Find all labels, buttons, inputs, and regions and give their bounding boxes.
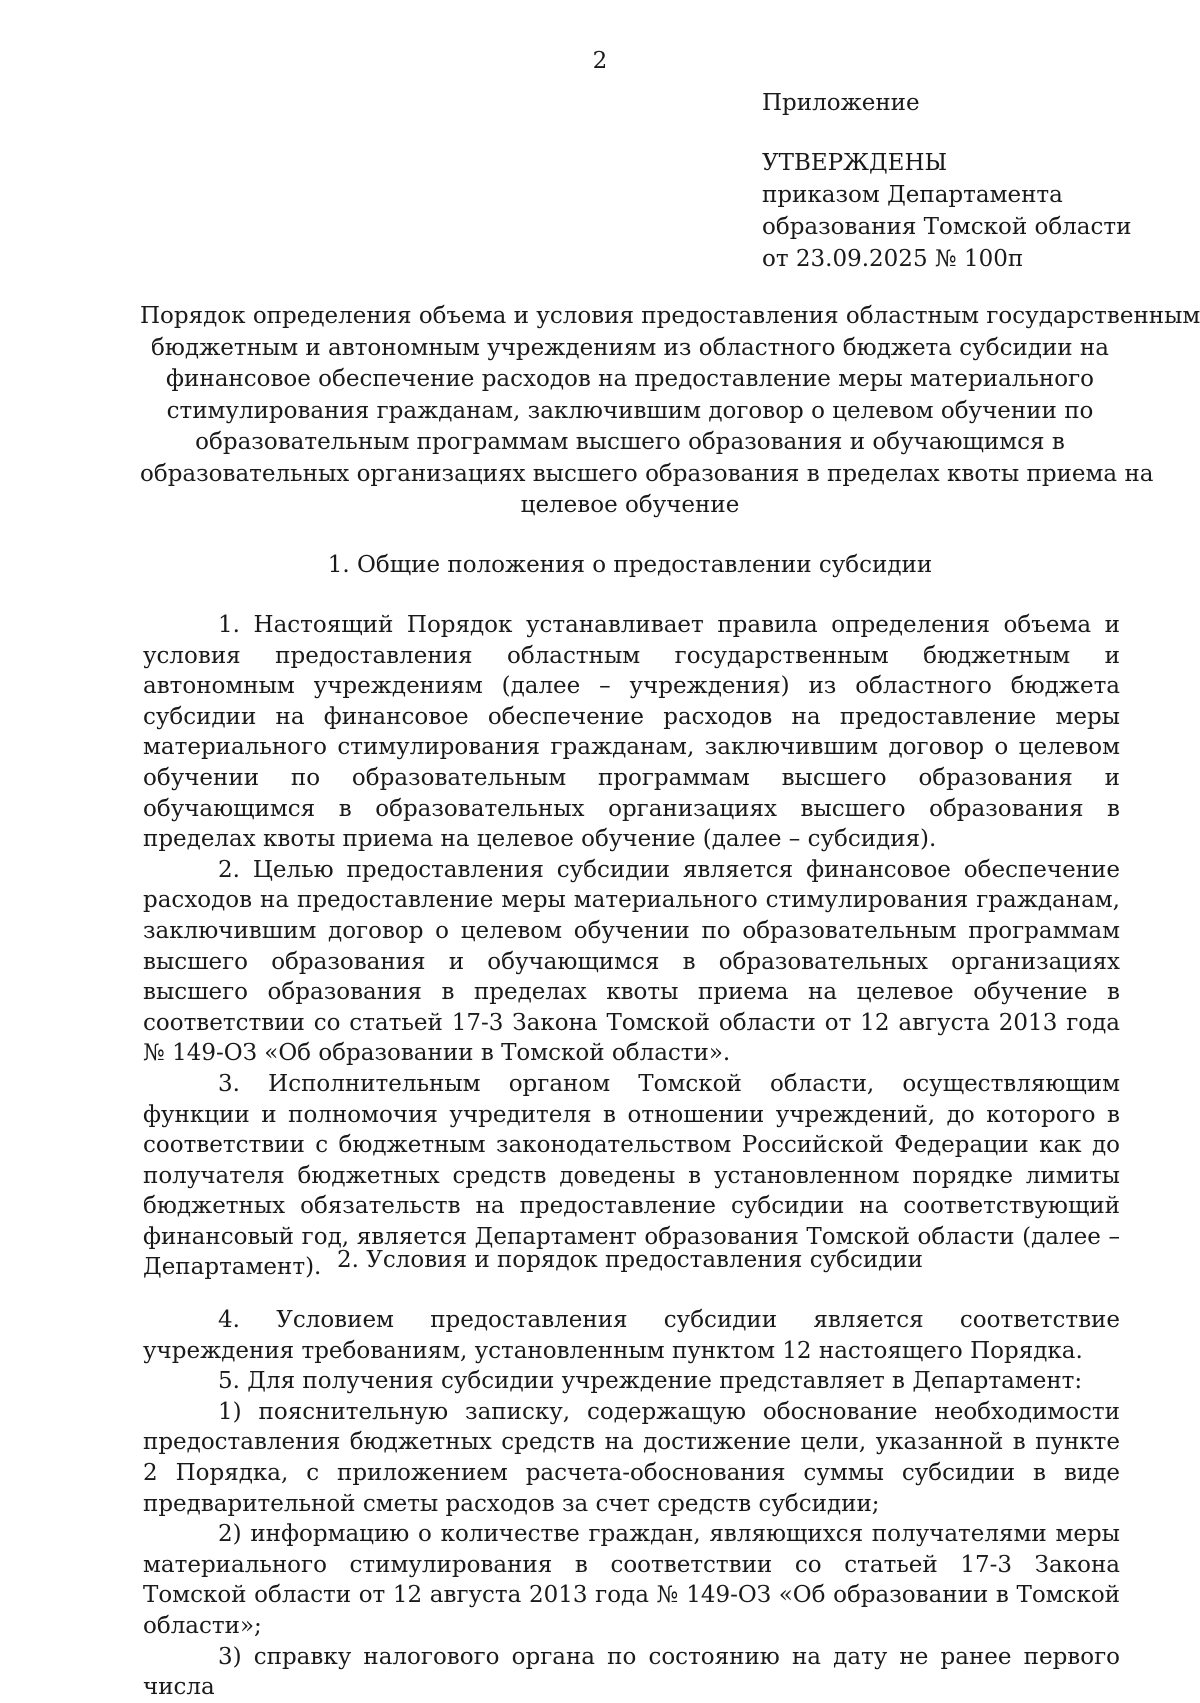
paragraph: 3. Исполнительным органом Томской области, осуществляющим функции и полномочия учредителя в отношении учреждений, до которого в соответствии с бюджетным законодательством Российской Федерации как до получателя бюджетных средств доведены в установленном порядке лимиты бюджетных обязательств на предоставление субсидии на соответствующий финансовый год, является Департамент образования Томской области (далее – Департамент). — [143, 1070, 1120, 1281]
title-line: образовательным программам высшего образования и обучающимся в — [195, 429, 1065, 455]
paragraph: 1. Настоящий Порядок устанавливает правила определения объема и условия предоставления областным государственным бюджетным и автономным учреждениям (далее – учреждения) из областного бюджета субсидии на финансовое обеспечение расходов на предоставление меры материального стимулирования гражданам, заключившим договор о целевом обучении по образовательным программам высшего образования и обучающимся в образовательных организациях высшего образования в пределах квоты приема на целевое обучение (далее – субсидия). — [143, 612, 1120, 853]
approval-line: от 23.09.2025 № 100п — [762, 246, 1024, 272]
paragraph: 4. Условием предоставления субсидии является соответствие учреждения требованиям, установленным пунктом 12 настоящего Порядка. — [143, 1307, 1120, 1364]
approval-line: образования Томской области — [762, 214, 1132, 240]
page-number: 2 — [592, 48, 608, 74]
approved-label: УТВЕРЖДЕНЫ — [762, 150, 948, 176]
section-heading: 1. Общие положения о предоставлении субсидии — [327, 552, 933, 578]
list-item: 1) пояснительную записку, содержащую обоснование необходимости предоставления бюджетных средств на достижение цели, указанной в пункте 2 Порядка, с приложением расчета-обоснования суммы субсидии в виде предварительной сметы расходов за счет средств субсидии; — [143, 1398, 1120, 1517]
document-title — [140, 301, 1200, 522]
paragraph: 5. Для получения субсидии учреждение представляет в Департамент: — [218, 1368, 1083, 1395]
appendix-label: Приложение — [762, 90, 920, 116]
section-body — [143, 610, 1120, 1283]
approval-block — [762, 87, 1182, 275]
title-line: финансовое обеспечение расходов на предоставление меры материального — [166, 366, 1094, 392]
list-item: 3) справку налогового органа по состоянию на дату не ранее первого числа — [143, 1643, 1120, 1701]
title-line: бюджетным и автономным учреждениям из областного бюджета субсидии на — [151, 334, 1109, 361]
list-item: 2) информацию о количестве граждан, являющихся получателями меры материального стимулирования в соответствии со статьей 17-3 Закона Томской области от 12 августа 2013 года № 149-ОЗ «Об образовании в Томской области»; — [143, 1521, 1120, 1639]
title-line: образовательных организациях высшего образования в пределах квоты приема на — [140, 460, 1154, 487]
section-body — [143, 1305, 1120, 1703]
title-line: целевое обучение — [520, 492, 740, 518]
section-heading: 2. Условия и порядок предоставления субсидии — [337, 1247, 923, 1273]
approval-line: приказом Департамента — [762, 182, 1063, 208]
paragraph: 2. Целью предоставления субсидии является финансовое обеспечение расходов на предоставление меры материального стимулирования гражданам, заключившим договор о целевом обучении по образовательным программам высшего образования и обучающимся в образовательных организациях высшего образования в пределах квоты приема на целевое обучение в соответствии со статьей 17-3 Закона Томской области от 12 августа 2013 года № 149-ОЗ «Об образовании в Томской области». — [143, 856, 1120, 1067]
title-line: Порядок определения объема и условия предоставления областным государственным — [140, 303, 1200, 329]
title-line: стимулирования гражданам, заключившим договор о целевом обучении по — [166, 397, 1094, 424]
